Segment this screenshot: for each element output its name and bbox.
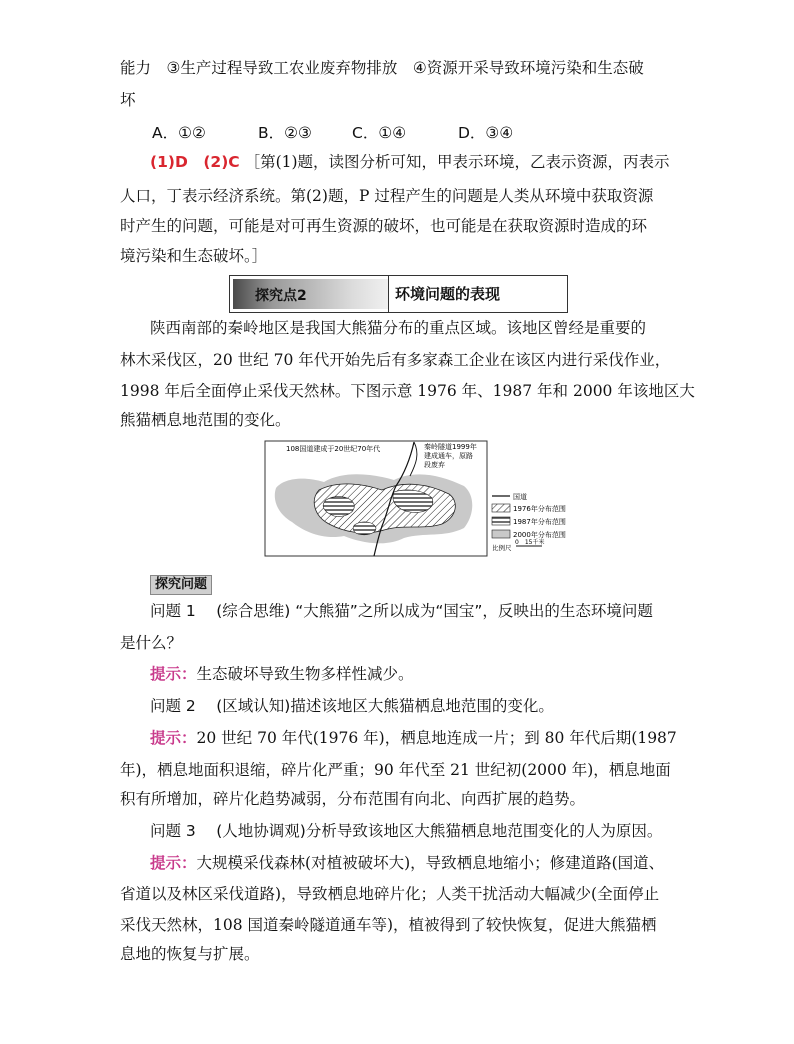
answer-1 [150,664,710,684]
legend-swatch-2000 [492,530,510,538]
hint-label: 提示： [150,729,197,747]
intro-line: 熊猫栖息地范围的变化。 [120,411,291,429]
answer-explanation-line: 人口，丁表示经济系统。第(2)题，P 过程产生的问题是人类从环境中获取资源 [120,187,654,205]
legend-swatch-1987 [492,517,510,525]
question-text-line: 能力 ③生产过程导致工农业废弃物排放 ④资源开采导致环境污染和生态破 [120,59,644,77]
label-tunnel-1: 秦岭隧道1999年 [424,443,477,451]
legend-1976: 1976年分布范围 [513,505,566,513]
answer-2-text: 20 世纪 70 年代(1976 年)，栖息地连成一片；到 80 年代后期(1987 [196,729,677,747]
question-3 [150,821,710,841]
question-3-label: 问题 3 [150,822,196,840]
legend-road: 国道 [513,493,527,501]
section-header [229,275,568,313]
panda-habitat-map [264,440,574,558]
question-3-text: (人地协调观)分析导致该地区大熊猫栖息地范围变化的人为原因。 [216,822,663,840]
legend-2000: 2000年分布范围 [513,531,566,539]
label-tunnel-2: 建成通车，原路 [424,452,473,460]
answer-3-line: 息地的恢复与扩展。 [120,945,260,963]
question-1 [150,601,710,621]
answer-explanation: ［第(1)题，读图分析可知，甲表示环境，乙表示资源，丙表示 [244,153,670,171]
intro-line: 陕西南部的秦岭地区是我国大熊猫分布的重点区域。该地区曾经是重要的 [150,319,647,337]
question-1-text: (综合思维) “大熊猫”之所以成为“国宝”，反映出的生态环境问题 [216,602,653,620]
map-legend [492,492,566,552]
answer-explanation-line: 时产生的问题，可能是对可再生资源的破坏，也可能是在获取资源时造成的环 [120,217,648,235]
hint-label: 提示： [150,854,197,872]
option-d: D．③④ [458,124,514,142]
scale-label: 比例尺 [492,544,512,552]
question-1-label: 问题 1 [150,602,196,620]
answer-3-line: 省道以及林区采伐道路)，导致栖息地碎片化；人类干扰活动大幅减少(全面停止 [120,885,660,903]
answer-line [150,152,710,172]
intro-line: 林木采伐区，20 世纪 70 年代开始先后有多家森工企业在该区内进行采伐作业， [120,351,671,369]
section-title: 环境问题的表现 [395,285,501,303]
label-tunnel-3: 段废弃 [424,461,445,469]
option-c: C．①④ [352,124,407,142]
explore-questions-badge: 探究问题 [150,575,212,595]
section-tab-label: 探究点2 [255,288,307,304]
question-1-text-line: 是什么？ [120,634,183,652]
question-text-line: 坏 [120,91,136,109]
section-divider [388,276,389,312]
question-2 [150,696,710,716]
label-road-108: 108国道建成于20世纪70年代 [286,445,381,453]
answer-3-text: 大规模采伐森林(对植被破坏大)，导致栖息地缩小；修建道路(国道、 [196,854,665,872]
legend-swatch-1976 [492,504,510,512]
intro-line: 1998 年后全面停止采伐天然林。下图示意 1976 年、1987 年和 2000 年该地区大 [120,382,695,400]
answer-2-line: 年)，栖息地面积退缩，碎片化严重；90 年代至 21 世纪初(2000 年)，栖息地面 [120,761,671,779]
section-tab [233,279,388,309]
answer-3-line: 采伐天然林，108 国道秦岭隧道通车等)，植被得到了较快恢复，促进大熊猫栖 [120,916,657,934]
range-1987-patch [353,522,376,535]
scale-values: 0 15千米 [515,539,545,546]
answer-2 [150,728,710,748]
question-2-label: 问题 2 [150,697,196,715]
answer-2-line: 积有所增加，碎片化趋势减弱，分布范围有向北、向西扩展的趋势。 [120,790,586,808]
hint-label: 提示： [150,665,197,683]
answer-label: (1)D (2)C [150,153,240,171]
question-2-text: (区域认知)描述该地区大熊猫栖息地范围的变化。 [216,697,554,715]
option-b: B．②③ [258,124,312,142]
answer-explanation-line: 境污染和生态破坏。］ [120,247,268,265]
option-a: A．①② [152,124,206,142]
answer-1-text: 生态破坏导致生物多样性减少。 [196,665,414,683]
answer-3 [150,853,710,873]
legend-1987: 1987年分布范围 [513,518,566,526]
